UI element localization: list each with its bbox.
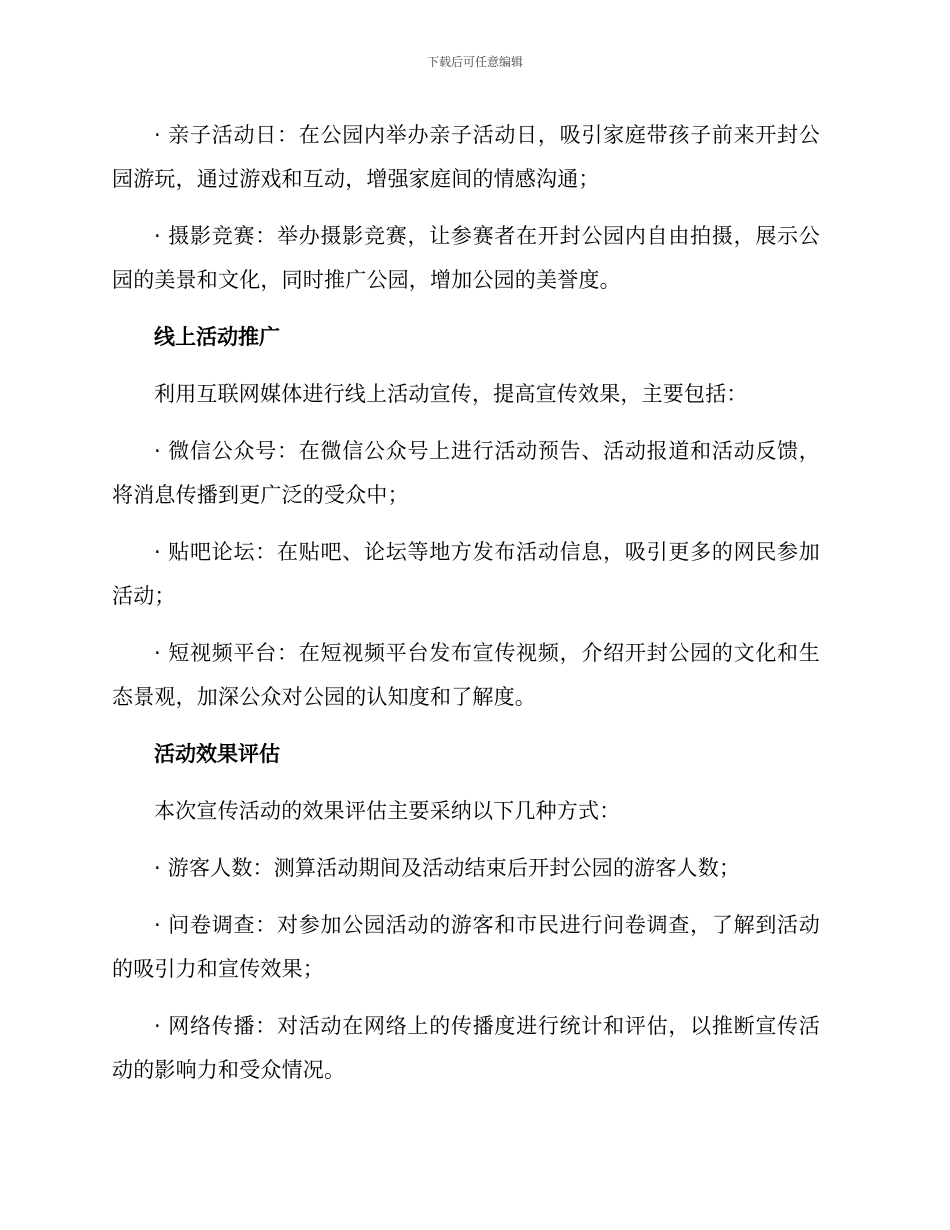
- section-heading-evaluation: 活动效果评估: [154, 742, 280, 766]
- header-note: 下载后可任意编辑: [426, 55, 523, 69]
- bullet-short-video: · 短视频平台：在短视频平台发布宣传视频，介绍开封公园的文化和生态景观，加深公众对公园的认知度和了解度。: [112, 641, 820, 709]
- bullet-wechat: · 微信公众号：在微信公众号上进行活动预告、活动报道和活动反馈，将消息传播到更广泛的受众中；: [112, 439, 820, 507]
- bullet-questionnaire: · 问卷调查：对参加公园活动的游客和市民进行问卷调查，了解到活动的吸引力和宣传效果；: [112, 913, 820, 981]
- section-heading-online-promotion: 线上活动推广: [154, 325, 280, 349]
- paragraph-online-intro: 利用互联网媒体进行线上活动宣传，提高宣传效果，主要包括：: [154, 382, 748, 406]
- bullet-forum: · 贴吧论坛：在贴吧、论坛等地方发布活动信息，吸引更多的网民参加活动；: [112, 540, 820, 608]
- document-body: [112, 113, 820, 1105]
- bullet-online-spread: · 网络传播：对活动在网络上的传播度进行统计和评估，以推断宣传活动的影响力和受众情况。: [112, 1014, 820, 1082]
- paragraph-evaluation-intro: 本次宣传活动的效果评估主要采纳以下几种方式：: [154, 799, 621, 823]
- bullet-parent-child-day: · 亲子活动日：在公园内举办亲子活动日，吸引家庭带孩子前来开封公园游玩，通过游戏和互动，增强家庭间的情感沟通；: [112, 123, 820, 191]
- bullet-photography-contest: · 摄影竞赛：举办摄影竞赛，让参赛者在开封公园内自由拍摄，展示公园的美景和文化，同时推广公园，增加公园的美誉度。: [112, 224, 820, 292]
- bullet-visitor-count: · 游客人数：测算活动期间及活动结束后开封公园的游客人数；: [154, 856, 741, 880]
